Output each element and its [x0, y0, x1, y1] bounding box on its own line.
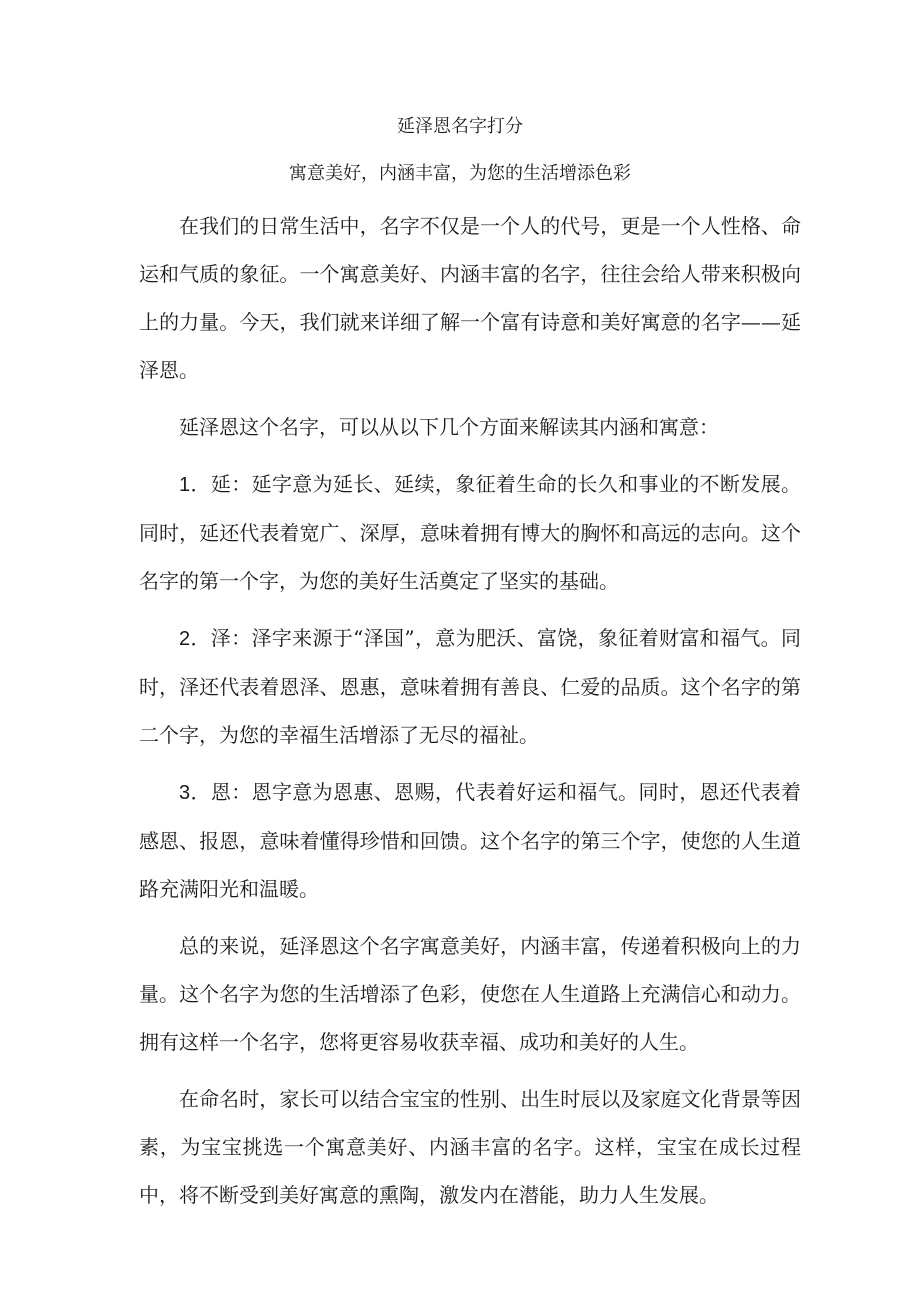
list-item-number: 3．: [179, 782, 211, 804]
list-item: [139, 768, 801, 913]
list-item-text: 恩：恩字意为恩惠、恩赐，代表着好运和福气。同时，恩还代表着感恩、报恩，意味着懂得珍惜和回馈。这个名字的第三个字，使您的人生道路充满阳光和温暖。: [139, 780, 802, 901]
list-item-text: 延：延字意为延长、延续，象征着生命的长久和事业的不断发展。同时，延还代表着宽广、深厚，意味着拥有博大的胸怀和高远的志向。这个名字的第一个字，为您的美好生活奠定了坚实的基础。: [139, 472, 802, 593]
list-item-number: 2．: [179, 628, 211, 650]
lead-paragraph: 延泽恩这个名字，可以从以下几个方面来解读其内涵和寓意：: [179, 415, 719, 439]
closing-paragraph: 在命名时，家长可以结合宝宝的性别、出生时辰以及家庭文化背景等因素，为宝宝挑选一个寓意美好、内涵丰富的名字。这样，宝宝在成长过程中，将不断受到美好寓意的熏陶，激发内在潜能，助力人生发展。: [139, 1087, 801, 1207]
list-item: [139, 460, 801, 605]
list-item: [139, 614, 801, 759]
list-item-number: 1．: [179, 474, 211, 496]
list-item-text: 泽：泽字来源于“泽国”，意为肥沃、富饶，象征着财富和福气。同时，泽还代表着恩泽、恩惠，意味着拥有善良、仁爱的品质。这个名字的第二个字，为您的幸福生活增添了无尽的福祉。: [139, 626, 801, 747]
document-body: [139, 202, 801, 1228]
intro-paragraph: 在我们的日常生活中，名字不仅是一个人的代号，更是一个人性格、命运和气质的象征。一个寓意美好、内涵丰富的名字，往往会给人带来积极向上的力量。今天，我们就来详细了解一个富有诗意和美好寓意的名字——延泽恩。: [139, 214, 801, 382]
document-title: 延泽恩名字打分: [397, 116, 523, 137]
document-subtitle: 寓意美好，内涵丰富，为您的生活增添色彩: [289, 163, 631, 184]
summary-paragraph: 总的来说，延泽恩这个名字寓意美好，内涵丰富，传递着积极向上的力量。这个名字为您的生活增添了色彩，使您在人生道路上充满信心和动力。拥有这样一个名字，您将更容易收获幸福、成功和美好的人生。: [139, 934, 801, 1054]
